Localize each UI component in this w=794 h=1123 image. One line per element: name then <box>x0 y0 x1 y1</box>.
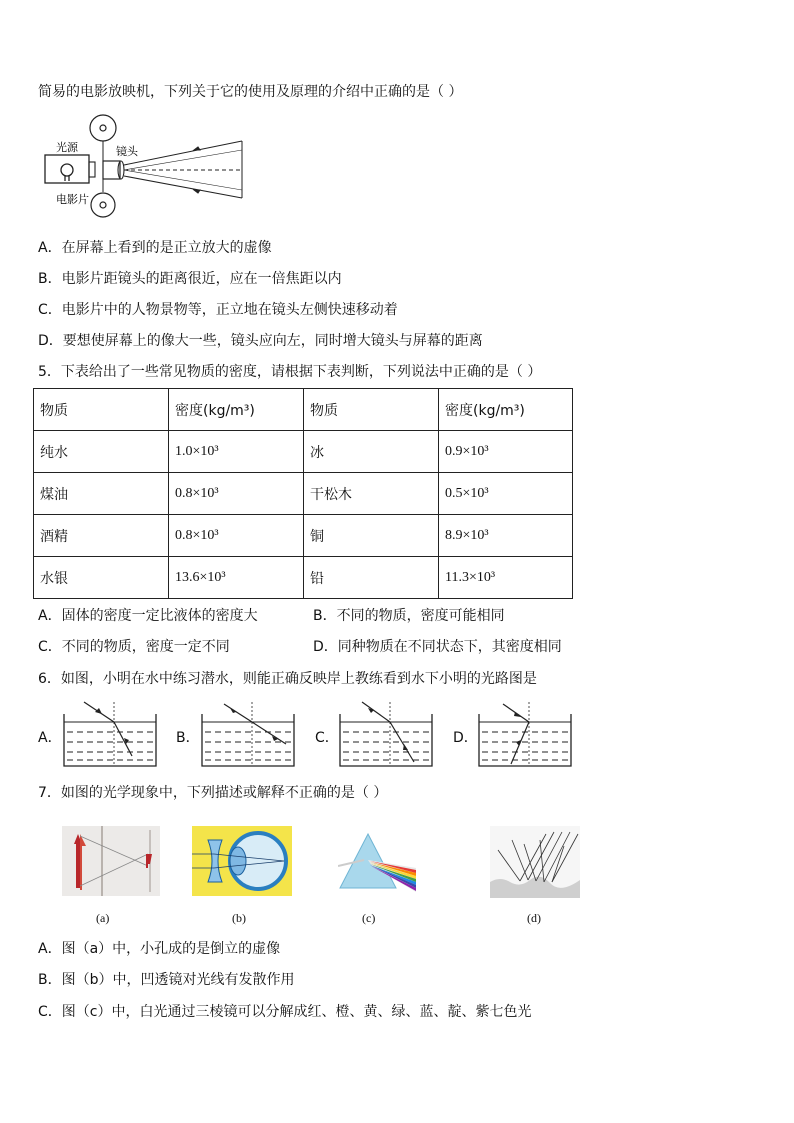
label-lens: 镜头 <box>116 145 138 158</box>
table-row <box>34 515 573 557</box>
film-strip <box>89 162 95 177</box>
figure-a-pinhole <box>62 826 160 896</box>
density-table <box>33 388 573 599</box>
table-cell: 0.8×10³ <box>169 473 304 515</box>
caption-d: (d) <box>527 911 541 925</box>
table-cell: 铜 <box>304 515 439 557</box>
table-cell: 冰 <box>304 431 439 473</box>
q4-option-a: A．在屏幕上看到的是正立放大的虚像 <box>38 240 272 256</box>
tank-b-diagram <box>200 700 296 768</box>
table-cell: 13.6×10³ <box>169 557 304 599</box>
table-header-cell: 物质 <box>304 389 439 431</box>
table-row <box>34 431 573 473</box>
table-header-cell: 密度(kg/m³) <box>439 389 573 431</box>
film-reel-bottom <box>91 193 115 217</box>
q4-stem: 简易的电影放映机，下列关于它的使用及原理的介绍中正确的是（ ） <box>38 84 463 100</box>
table-cell: 纯水 <box>34 431 169 473</box>
table-cell: 0.8×10³ <box>169 515 304 557</box>
light-rays <box>124 141 242 198</box>
q7-stem: 7．如图的光学现象中，下列描述或解释不正确的是（ ） <box>38 785 388 801</box>
table-cell: 水银 <box>34 557 169 599</box>
table-header-cell: 密度(kg/m³) <box>169 389 304 431</box>
table-header-row <box>34 389 573 431</box>
table-cell: 0.9×10³ <box>439 431 573 473</box>
caption-a: (a) <box>96 911 110 925</box>
q6-option-a-label: A． <box>38 730 62 746</box>
q7-option-b: B．图（b）中，凹透镜对光线有发散作用 <box>38 972 295 988</box>
table-header-cell: 物质 <box>34 389 169 431</box>
q7-option-c: C．图（c）中，白光通过三棱镜可以分解成红、橙、黄、绿、蓝、靛、紫七色光 <box>38 1004 532 1020</box>
lens <box>118 161 124 179</box>
q5-option-b: B．不同的物质，密度可能相同 <box>313 608 505 624</box>
q5-stem: 5．下表给出了一些常见物质的密度，请根据下表判断，下列说法中正确的是（ ） <box>38 364 542 380</box>
figure-c-prism <box>338 826 418 892</box>
table-row <box>34 473 573 515</box>
table-cell: 1.0×10³ <box>169 431 304 473</box>
q6-option-c-label: C． <box>315 730 339 746</box>
light-source-box <box>45 155 89 183</box>
tank-c-diagram <box>338 700 434 768</box>
figure-b-concave-lens-eye <box>192 826 292 896</box>
film-reel-top <box>90 115 116 141</box>
table-row <box>34 557 573 599</box>
figure-d-diffuse-reflection <box>490 826 580 898</box>
q5-option-c: C．不同的物质，密度一定不同 <box>38 639 230 655</box>
table-cell: 酒精 <box>34 515 169 557</box>
table-cell: 煤油 <box>34 473 169 515</box>
table-cell: 8.9×10³ <box>439 515 573 557</box>
label-film: 电影片 <box>56 193 89 206</box>
q4-option-b: B．电影片距镜头的距离很近，应在一倍焦距以内 <box>38 271 342 287</box>
projector-figure <box>40 110 255 218</box>
q6-option-b-label: B． <box>176 730 200 746</box>
table-cell: 干松木 <box>304 473 439 515</box>
q5-option-d: D．同种物质在不同状态下，其密度相同 <box>313 639 562 655</box>
caption-c: (c) <box>362 911 376 925</box>
q7-option-a: A．图（a）中，小孔成的是倒立的虚像 <box>38 941 281 957</box>
table-cell: 11.3×10³ <box>439 557 573 599</box>
q4-option-d: D．要想使屏幕上的像大一些，镜头应向左，同时增大镜头与屏幕的距离 <box>38 333 483 349</box>
caption-b: (b) <box>232 911 246 925</box>
q6-stem: 6．如图，小明在水中练习潜水，则能正确反映岸上教练看到水下小明的光路图是 <box>38 671 537 687</box>
tank-d-diagram <box>477 700 573 768</box>
table-cell: 0.5×10³ <box>439 473 573 515</box>
q5-option-a: A．固体的密度一定比液体的密度大 <box>38 608 258 624</box>
label-light-source: 光源 <box>56 141 78 154</box>
table-cell: 铅 <box>304 557 439 599</box>
tank-a-diagram <box>62 700 158 768</box>
q4-option-c: C．电影片中的人物景物等，正立地在镜头左侧快速移动着 <box>38 302 398 318</box>
q6-option-d-label: D． <box>453 730 478 746</box>
